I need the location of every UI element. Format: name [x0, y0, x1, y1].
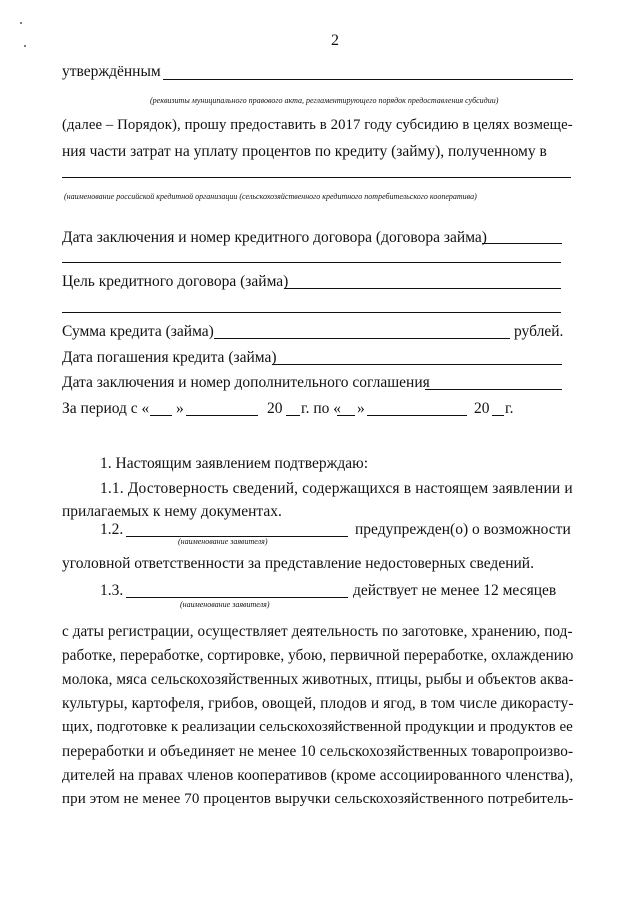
- sum-label: Сумма кредита (займа): [62, 323, 214, 340]
- period-quote-1: »: [176, 400, 184, 417]
- confirm-heading: 1. Настоящим заявлением подтверждаю:: [100, 455, 369, 472]
- approved-label: утверждённым: [62, 63, 161, 80]
- body-line: [62, 624, 573, 639]
- scan-speck: [20, 22, 22, 24]
- request-line-2: ния части затрат на уплату процентов по кредиту (займу), полученному в: [62, 143, 547, 160]
- body-text: дителей на правах членов кооперативов (кроме ассоциированного членства),: [62, 767, 574, 784]
- body-text: переработки и объединяет не менее 10 сельскохозяйственных товаропроизво-: [62, 743, 574, 760]
- credit-org-caption: (наименование российской кредитной организации (сельскохозяйственного кредитного потребительского кооператива): [64, 192, 477, 201]
- body-text: культуры, картофеля, грибов, овощей, плодов и ягод, в том числе дикорасту-: [62, 695, 574, 712]
- body-line: [62, 696, 573, 712]
- applicant-line-2: [126, 597, 348, 598]
- request-text-1: (далее – Порядок), прошу предоставить в 2017 году субсидию в целях возмеще-: [62, 117, 573, 133]
- para-1-2-num: 1.2.: [100, 521, 124, 538]
- act-details-caption: (реквизиты муниципального правового акта, регламентирующего порядок предоставления субсидии): [150, 96, 499, 105]
- body-text: молока, мяса сельскохозяйственных животных, птицы, рыбы и объектов аква-: [62, 671, 574, 688]
- para-1-3-acts: действует не менее 12 месяцев: [353, 582, 557, 599]
- body-line: [62, 792, 573, 807]
- period-from-label: За период с «: [62, 400, 150, 417]
- purpose-label: Цель кредитного договора (займа): [62, 273, 289, 290]
- credit-org-line: [62, 177, 571, 178]
- purpose-line: [284, 288, 561, 289]
- addl-agreement-label: Дата заключения и номер дополнительного соглашения: [62, 374, 430, 391]
- repay-date-label: Дата погашения кредита (займа): [62, 349, 277, 366]
- body-line: [62, 648, 573, 663]
- contract-date-line: [482, 243, 562, 244]
- period-day-1: [150, 415, 172, 416]
- request-line-1: [62, 118, 573, 133]
- applicant-caption-1: (наименование заявителя): [178, 537, 268, 546]
- period-quote-2: »: [357, 400, 365, 417]
- body-text: щих, подготовке к реализации сельскохозяйственной продукции и продуктов ее: [62, 719, 573, 735]
- period-month-1: [186, 415, 258, 416]
- body-line: [62, 720, 573, 735]
- sum-line: [214, 338, 510, 339]
- contract-date-line-2: [62, 262, 561, 263]
- period-year-2: [492, 415, 504, 416]
- act-details-line: [163, 79, 573, 80]
- period-year-prefix-1: 20: [267, 400, 283, 417]
- para-1-2-cont: уголовной ответственности за представление недостоверных сведений.: [62, 555, 534, 572]
- scan-speck: [24, 45, 26, 47]
- repay-date-line: [272, 364, 562, 365]
- body-text: при этом не менее 70 процентов выручки сельскохозяйственного потребитель-: [62, 791, 574, 807]
- para-1-1: [100, 481, 573, 497]
- body-text: работке, переработке, сортировке, убою, первичной переработке, охлаждению: [62, 647, 574, 664]
- rubles-label: рублей.: [514, 323, 564, 340]
- period-year-1: [286, 415, 300, 416]
- period-day-2: [337, 415, 355, 416]
- body-text: с даты регистрации, осуществляет деятельность по заготовке, хранению, под-: [62, 623, 573, 640]
- applicant-caption-2: (наименование заявителя): [180, 600, 270, 609]
- para-1-3-num: 1.3.: [100, 582, 124, 599]
- contract-date-label: Дата заключения и номер кредитного договора (договора займа): [62, 229, 487, 246]
- period-month-2: [367, 415, 467, 416]
- purpose-line-2: [62, 312, 561, 313]
- body-line: [62, 768, 573, 784]
- addl-agreement-line: [425, 389, 562, 390]
- para-1-1-cont: прилагаемых к нему документах.: [62, 503, 282, 520]
- period-end-label: г.: [505, 400, 514, 417]
- page-number: 2: [331, 32, 339, 49]
- para-1-2-warn: предупрежден(о) о возможности: [355, 521, 571, 538]
- period-year-prefix-2: 20: [474, 400, 490, 417]
- period-to-label: г. по «: [301, 400, 342, 417]
- body-line: [62, 672, 573, 687]
- para-1-1-text: 1.1. Достоверность сведений, содержащихся в настоящем заявлении и: [100, 480, 573, 497]
- body-line: [62, 744, 573, 759]
